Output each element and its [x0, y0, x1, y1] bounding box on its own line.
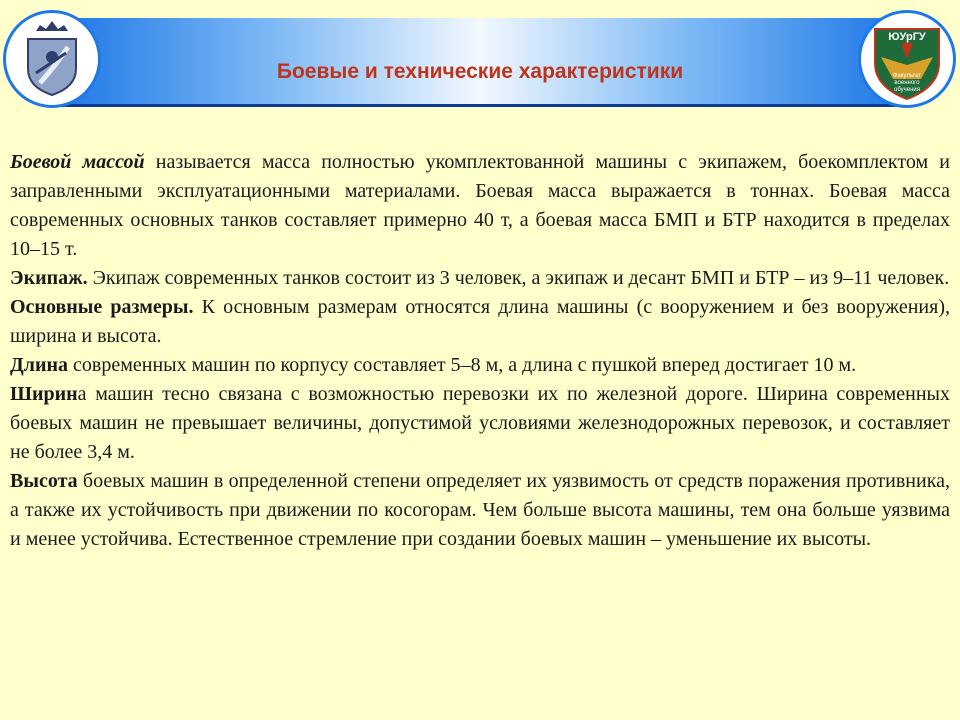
term-combat-mass: Боевой массой	[10, 151, 145, 173]
text-height: боевых машин в определенной степени определяет их уязвимость от средств поражения противника, а также их устойчивость при движении по косогорам. Чем больше высота машины, тем она больше уязвима и менее устойчива. Естественное стремление при создании боевых машин – уменьшение их высоты.	[10, 470, 950, 550]
paragraph-width	[10, 380, 950, 467]
faculty-logo-line-2: военного	[894, 80, 920, 86]
header-banner	[60, 18, 900, 104]
paragraph-combat-mass	[10, 148, 950, 264]
text-width: а машин тесно связана с возможностью перевозки их по железной дороге. Ширина современных боевых машин не превышает величины, допустимой условиями железнодорожных перевозок, и составляет не более 3,4 м.	[10, 383, 950, 463]
text-combat-mass: называется масса полностью укомплектованной машины с экипажем, боекомплектом и заправленными эксплуатационными материалами. Боевая масса выражается в тоннах. Боевая масса современных основных танков составляет примерно 40 т, а боевая масса БМП и БТР находится в пределах 10–15 т.	[10, 151, 950, 260]
paragraph-length	[10, 351, 950, 380]
faculty-logo-line-1: Факультет	[892, 73, 922, 79]
term-height: Высота	[10, 470, 78, 492]
body-text	[10, 148, 950, 554]
paragraph-crew	[10, 264, 950, 293]
page-title: Боевые и технические характеристики	[276, 60, 684, 83]
paragraph-height	[10, 467, 950, 554]
term-length: Длина	[10, 354, 69, 376]
paragraph-main-dimensions	[10, 293, 950, 351]
text-length: современных машин по корпусу составляет 5–8 м, а длина с пушкой вперед достигает 10 м.	[68, 354, 857, 376]
term-crew: Экипаж.	[10, 267, 88, 289]
university-emblem-icon	[6, 13, 98, 105]
faculty-logo	[858, 10, 956, 108]
text-crew: Экипаж современных танков состоит из 3 человек, а экипаж и десант БМП и БТР – из 9–11 человек.	[87, 267, 950, 289]
term-width: Ширин	[10, 383, 78, 405]
faculty-emblem-icon	[861, 13, 953, 105]
term-main-dimensions: Основные размеры.	[10, 296, 194, 318]
university-logo	[3, 10, 101, 108]
faculty-logo-abbrev: ЮУрГУ	[888, 31, 926, 43]
faculty-logo-line-3: обучения	[893, 87, 921, 93]
text-main-dimensions: К основным размерам относятся длина машины (с вооружением и без вооружения), ширина и высота.	[10, 296, 950, 347]
